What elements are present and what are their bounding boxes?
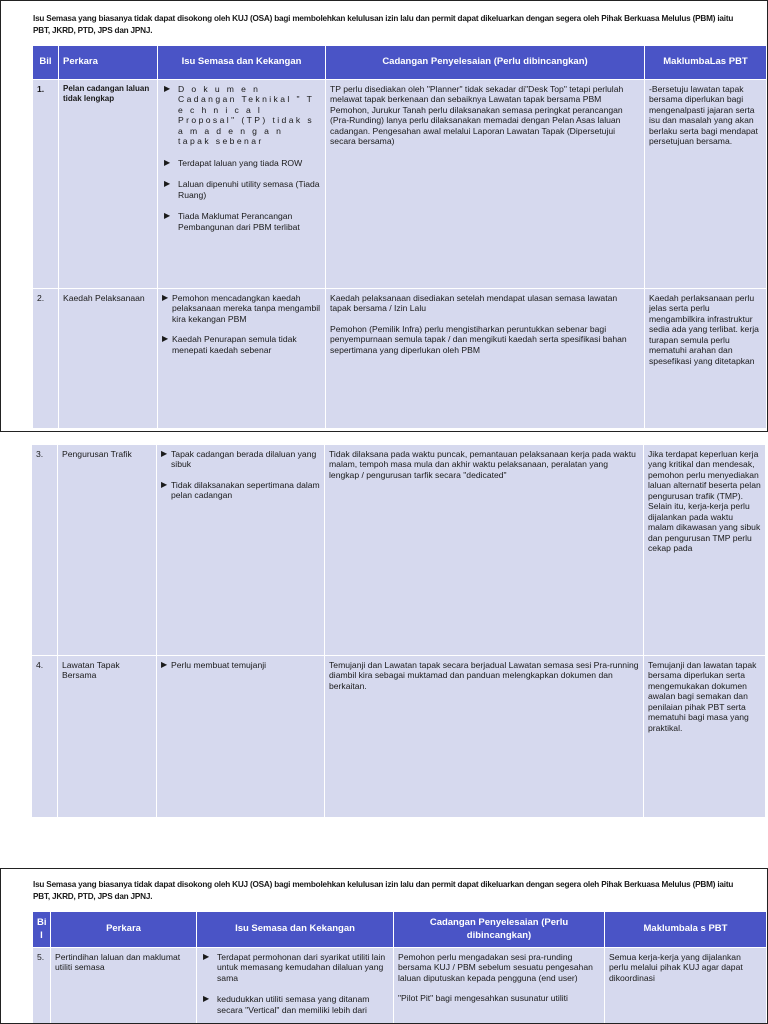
issues-table — [32, 45, 767, 429]
row-maklumbalas: Kaedah perlaksanaan perlu jelas serta perlu mengambilkira infrastruktur sedia ada yang terlibat. kerja turapan semula perlu mematuhi arahan dan spesefikasi yang ditetapkan — [645, 289, 767, 429]
table-row — [33, 80, 767, 289]
row-maklumbalas: Jika terdapat keperluan kerja yang kritikal dan mendesak, pemohon perlu menyediakan laluan alternatif beserta pelan pengurusan trafik (TMP). Selain itu, kerja-kerja perlu dijalankan pada waktu malam dikawasan yang sibuk dan pengurusan TMP perlu cekap pada — [644, 445, 766, 656]
isu-item: ▶ Pemohon mencadangkan kaedah pelaksanaan mereka tanpa mengambil kira kekangan PBM — [162, 293, 321, 324]
row-isu — [158, 289, 326, 429]
document-page-2 — [0, 432, 768, 868]
header-perkara: Perkara — [51, 912, 197, 948]
row-maklumbalas: -Bersetuju lawatan tapak bersama diperlukan bagi mengenalpasti jajaran serta isu dan masalah yang akan berlaku serta bagi mendapat persetujuan bersama. — [645, 80, 767, 289]
row-cadangan — [326, 289, 645, 429]
isu-item: ▶ Tapak cadangan berada dilaluan yang sibuk — [161, 449, 320, 470]
header-perkara: Perkara — [59, 46, 158, 80]
document-page-3 — [0, 868, 768, 1024]
row-cadangan — [325, 656, 644, 818]
isu-item: ▶ Laluan dipenuhi utility semasa (Tiada Ruang) — [162, 179, 321, 200]
cadangan-text: TP perlu disediakan oleh "Planner" tidak sekadar di"Desk Top" tetapi perlulah melawat tapak berkenaan dan sebaiknya Lawatan tapak bersama PBM Pemohon, Jurukur Tanah perlu dilaksanakan semasa peringkat perancangan (Pra-Runding) lanya perlu dilaksanakan memadai dengan Pelan Asas laluan cadangan. Pengesahan awal melalui Laporan Lawatan Tapak (Dipersetujui secara bersama) — [330, 84, 624, 147]
cadangan-text: Temujanji dan Lawatan tapak secara berjadual Lawatan semasa sesi Pra-running diambil kira sebagai muktamad dan panduan melengkapkan dokumen dan berkaitan. — [329, 660, 639, 691]
table-row — [32, 445, 766, 656]
row-perkara: Kaedah Pelaksanaan — [59, 289, 158, 429]
isu-item: ▶ Perlu membuat temujanji — [161, 660, 320, 670]
table-row — [32, 656, 766, 818]
cadangan-text: Pemohon (Pemilik Infra) perlu mengistiharkan peruntukkan sebenar bagi penyempurnaan semula tapak / dan mengikuti kaedah serta spesifikasi bahan sepertimana yang diperlukan oleh PBM — [330, 323, 627, 355]
issues-table-continued — [31, 444, 766, 818]
header-bil: Bil — [33, 46, 59, 80]
row-isu — [157, 656, 325, 818]
row-bil: 4. — [32, 656, 58, 818]
row-maklumbalas: Semua kerja-kerja yang dijalankan perlu melalui pihak KUJ agar dapat dikoordinasi — [605, 948, 767, 1024]
cadangan-text: Tidak dilaksana pada waktu puncak, pemantauan pelaksanaan kerja pada waktu malam, tempoh masa mula dan akhir waktu pelaksanaan, peralatan yang lengkap / pengurusan tarfik secara "dedicated" — [329, 449, 636, 480]
table-header-row — [33, 912, 767, 948]
header-maklumbalas: Maklumbala s PBT — [605, 912, 767, 948]
row-bil: 2. — [33, 289, 59, 429]
row-perkara: Pengurusan Trafik — [58, 445, 157, 656]
isu-item: ▶ Kaedah Penurapan semula tidak menepati kaedah sebenar — [162, 334, 321, 355]
row-isu — [157, 445, 325, 656]
isu-item: ▶ kedudukkan utiliti semasa yang ditanam secara "Vertical" dan memiliki lebih dari — [201, 994, 389, 1015]
isu-item: ▶ D o k u m e n Cadangan Teknikal " T e c h n i c a l Proposal" (TP) tidak s a m a d e n g a n tapak sebenar — [162, 84, 321, 147]
isu-item: ▶ Tiada Maklumat Perancangan Pembangunan dari PBM terlibat — [162, 211, 321, 232]
row-bil: 1. — [33, 80, 59, 289]
row-isu — [158, 80, 326, 289]
row-isu — [197, 948, 394, 1024]
row-bil: 5. — [33, 948, 51, 1024]
cadangan-text: Pemohon perlu mengadakan sesi pra-runding bersama KUJ / PBM sebelum sesuatu pengesahan laluan diputuskan kepada pengguna (end user) — [398, 952, 593, 983]
table-row — [33, 289, 767, 429]
intro-text: Isu Semasa yang biasanya tidak dapat disokong oleh KUJ (OSA) bagi membolehkan kelulusan izin lalu dan permit dapat dikeluarkan dengan segera oleh Pihak Berkuasa Melulus (PBM) iaitu PBT, JKRD, PTD, JPS dan JPNJ. — [33, 14, 734, 35]
header-bil: Bi l — [33, 912, 51, 948]
header-isu: Isu Semasa dan Kekangan — [197, 912, 394, 948]
header-cadangan: Cadangan Penyelesaian (Perlu dibincangkan) — [326, 46, 645, 80]
row-cadangan — [326, 80, 645, 289]
cadangan-text: Kaedah pelaksanaan disediakan setelah mendapat ulasan semasa lawatan tapak bersama / Izin Lalu — [330, 293, 618, 314]
row-maklumbalas: Temujanji dan lawatan tapak bersama diperlukan serta mengemukakan dokumen awalan bagi semakan dan penilaian pihak PBT serta mematuhi bagi masa yang praktikal. — [644, 656, 766, 818]
table-row — [33, 948, 767, 1024]
row-cadangan — [394, 948, 605, 1024]
row-bil: 3. — [32, 445, 58, 656]
header-isu: Isu Semasa dan Kekangan — [158, 46, 326, 80]
row-perkara: Pertindihan laluan dan maklumat utiliti semasa — [51, 948, 197, 1024]
row-cadangan — [325, 445, 644, 656]
document-page-1 — [0, 0, 768, 432]
header-maklumbalas: MaklumbaLas PBT — [645, 46, 767, 80]
row-perkara: Lawatan Tapak Bersama — [58, 656, 157, 818]
header-cadangan: Cadangan Penyelesaian (Perlu dibincangkan) — [394, 912, 605, 948]
table-header-row — [33, 46, 767, 80]
cadangan-text: "Pilot Pit" bagi mengesahkan susunatur utiliti — [398, 993, 568, 1004]
issues-table — [32, 911, 767, 1024]
isu-item: ▶ Tidak dilaksanakan sepertimana dalam pelan cadangan — [161, 480, 320, 501]
isu-item: ▶ Terdapat laluan yang tiada ROW — [162, 158, 321, 168]
intro-text: Isu Semasa yang biasanya tidak dapat disokong oleh KUJ (OSA) bagi membolehkan kelulusan izin lalu dan permit dapat dikeluarkan dengan segera oleh Pihak Berkuasa Melulus (PBM) iaitu PBT, JKRD, PTD, JPS dan JPNJ. — [33, 880, 734, 901]
isu-item: ▶ Terdapat permohonan dari syarikat utiliti lain untuk memasang kemudahan dilaluan yang sama — [201, 952, 389, 983]
row-perkara: Pelan cadangan laluan tidak lengkap — [59, 80, 158, 289]
